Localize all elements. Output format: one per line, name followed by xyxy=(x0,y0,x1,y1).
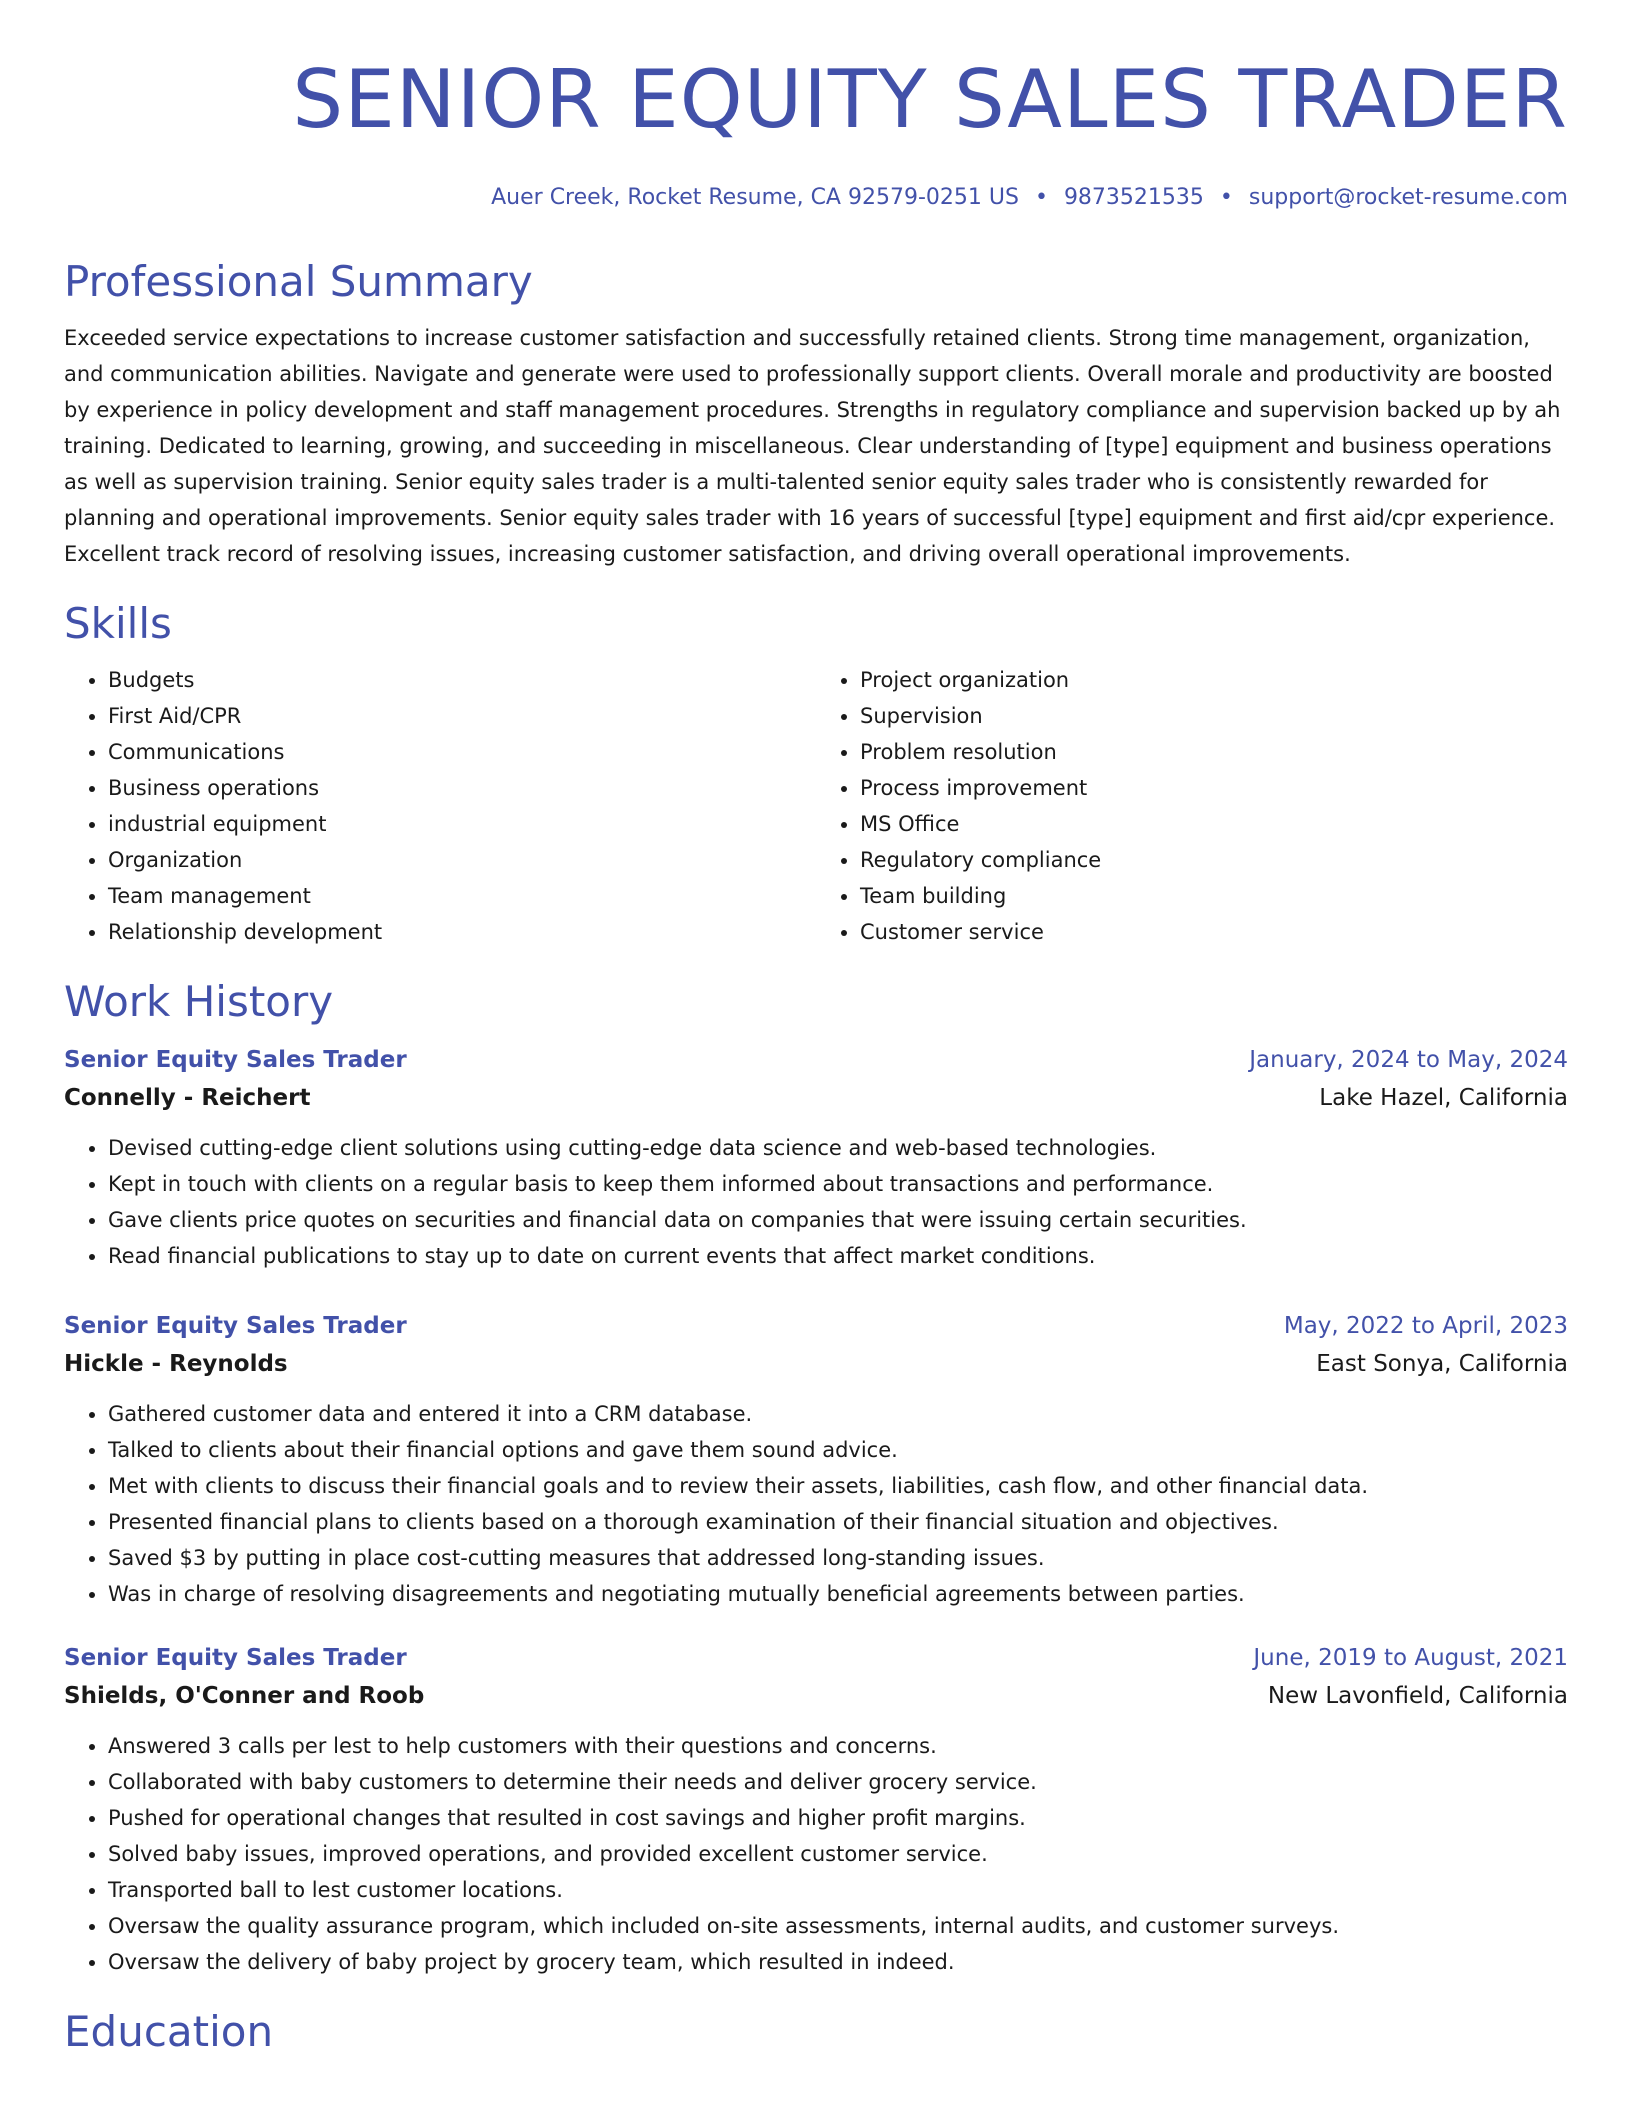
section-title-work-history: Work History xyxy=(64,977,334,1026)
job-bullets xyxy=(64,1396,1568,1612)
job-entry xyxy=(64,1640,1568,1980)
job-bullet: • Devised cutting-edge client solutions using cutting-edge data science and web-based technologies. xyxy=(108,1130,1568,1166)
contact-phone: 9873521535 xyxy=(1063,185,1204,210)
contact-line xyxy=(64,182,1568,214)
skill-item: • Customer service xyxy=(860,914,1568,950)
job-entry xyxy=(64,1042,1568,1274)
section-title-summary: Professional Summary xyxy=(64,257,533,306)
skill-item: • Budgets xyxy=(108,662,816,698)
skill-item: • Business operations xyxy=(108,770,816,806)
job-company: Shields, O'Conner and Roob xyxy=(64,1683,425,1709)
job-dates: May, 2022 to April, 2023 xyxy=(1283,1313,1568,1339)
job-bullet: • Pushed for operational changes that resulted in cost savings and higher profit margins. xyxy=(108,1800,1568,1836)
skill-item: • Problem resolution xyxy=(860,734,1568,770)
skill-item: • Supervision xyxy=(860,698,1568,734)
job-bullet: • Saved $3 by putting in place cost-cutting measures that addressed long-standing issues. xyxy=(108,1540,1568,1576)
contact-address: Auer Creek, Rocket Resume, CA 92579-0251 US xyxy=(491,185,1019,210)
job-bullets xyxy=(64,1130,1568,1274)
skill-item: • Team management xyxy=(108,878,816,914)
job-location: Lake Hazel, California xyxy=(1319,1085,1568,1111)
job-bullet: • Talked to clients about their financial options and gave them sound advice. xyxy=(108,1432,1568,1468)
summary-text: Exceeded service expectations to increase customer satisfaction and successfully retained clients. Strong time management, organization, and communication abilities. Navigate and generate were used to professionally support clients. Overall morale and productivity are boosted by experience in policy development and staff management procedures. Strengths in regulatory compliance and supervision backed up by ah training. Dedicated to learning, growing, and succeeding in miscellaneous. Clear understanding of [type] equipment and business operations as well as supervision training. Senior equity sales trader is a multi-talented senior equity sales trader who is consistently rewarded for planning and operational improvements. Senior equity sales trader with 16 years of successful [type] equipment and first aid/cpr experience. Excellent track record of resolving issues, increasing customer satisfaction, and driving overall operational improvements. xyxy=(64,326,1561,566)
job-title: Senior Equity Sales Trader xyxy=(64,1645,407,1671)
section-title-education: Education xyxy=(64,2007,274,2056)
skill-item: • Relationship development xyxy=(108,914,816,950)
job-location: East Sonya, California xyxy=(1316,1351,1568,1377)
skill-item: • Organization xyxy=(108,842,816,878)
job-title: Senior Equity Sales Trader xyxy=(64,1313,407,1339)
skills-list xyxy=(64,662,1568,950)
job-bullet: • Gave clients price quotes on securities and financial data on companies that were issuing certain securities. xyxy=(108,1202,1568,1238)
job-entry xyxy=(64,1308,1568,1612)
job-bullet: • Met with clients to discuss their financial goals and to review their assets, liabilities, cash flow, and other financial data. xyxy=(108,1468,1568,1504)
skill-item: • Project organization xyxy=(860,662,1568,698)
job-dates: January, 2024 to May, 2024 xyxy=(1249,1047,1568,1073)
job-bullet: • Oversaw the delivery of baby project by grocery team, which resulted in indeed. xyxy=(108,1944,1568,1980)
contact-separator: • xyxy=(1034,185,1048,210)
job-location: New Lavonfield, California xyxy=(1267,1683,1568,1709)
job-bullet: • Collaborated with baby customers to determine their needs and deliver grocery service. xyxy=(108,1764,1568,1800)
job-bullet: • Transported ball to lest customer locations. xyxy=(108,1872,1568,1908)
job-bullet: • Answered 3 calls per lest to help customers with their questions and concerns. xyxy=(108,1728,1568,1764)
job-bullet: • Oversaw the quality assurance program, which included on-site assessments, internal audits, and customer surveys. xyxy=(108,1908,1568,1944)
candidate-name: SENIOR EQUITY SALES TRADER xyxy=(292,53,1568,146)
section-title-skills: Skills xyxy=(64,599,172,648)
job-dates: June, 2019 to August, 2021 xyxy=(1253,1645,1568,1671)
skill-item: • First Aid/CPR xyxy=(108,698,816,734)
job-bullet: • Read financial publications to stay up to date on current events that affect market conditions. xyxy=(108,1238,1568,1274)
skill-item: • Team building xyxy=(860,878,1568,914)
job-bullet: • Presented financial plans to clients based on a thorough examination of their financial situation and objectives. xyxy=(108,1504,1568,1540)
job-title: Senior Equity Sales Trader xyxy=(64,1047,407,1073)
job-company: Hickle - Reynolds xyxy=(64,1351,288,1377)
skill-item: • industrial equipment xyxy=(108,806,816,842)
job-bullet: • Was in charge of resolving disagreements and negotiating mutually beneficial agreements between parties. xyxy=(108,1576,1568,1612)
job-bullets xyxy=(64,1728,1568,1980)
job-company: Connelly - Reichert xyxy=(64,1085,311,1111)
skill-item: • Process improvement xyxy=(860,770,1568,806)
skills-column-left xyxy=(64,662,816,950)
job-bullet: • Gathered customer data and entered it into a CRM database. xyxy=(108,1396,1568,1432)
skill-item: • Communications xyxy=(108,734,816,770)
contact-separator: • xyxy=(1219,185,1233,210)
skill-item: • Regulatory compliance xyxy=(860,842,1568,878)
skills-column-right xyxy=(816,662,1568,950)
job-bullet: • Kept in touch with clients on a regular basis to keep them informed about transactions and performance. xyxy=(108,1166,1568,1202)
skill-item: • MS Office xyxy=(860,806,1568,842)
contact-email: support@rocket-resume.com xyxy=(1248,185,1568,210)
job-bullet: • Solved baby issues, improved operations, and provided excellent customer service. xyxy=(108,1836,1568,1872)
